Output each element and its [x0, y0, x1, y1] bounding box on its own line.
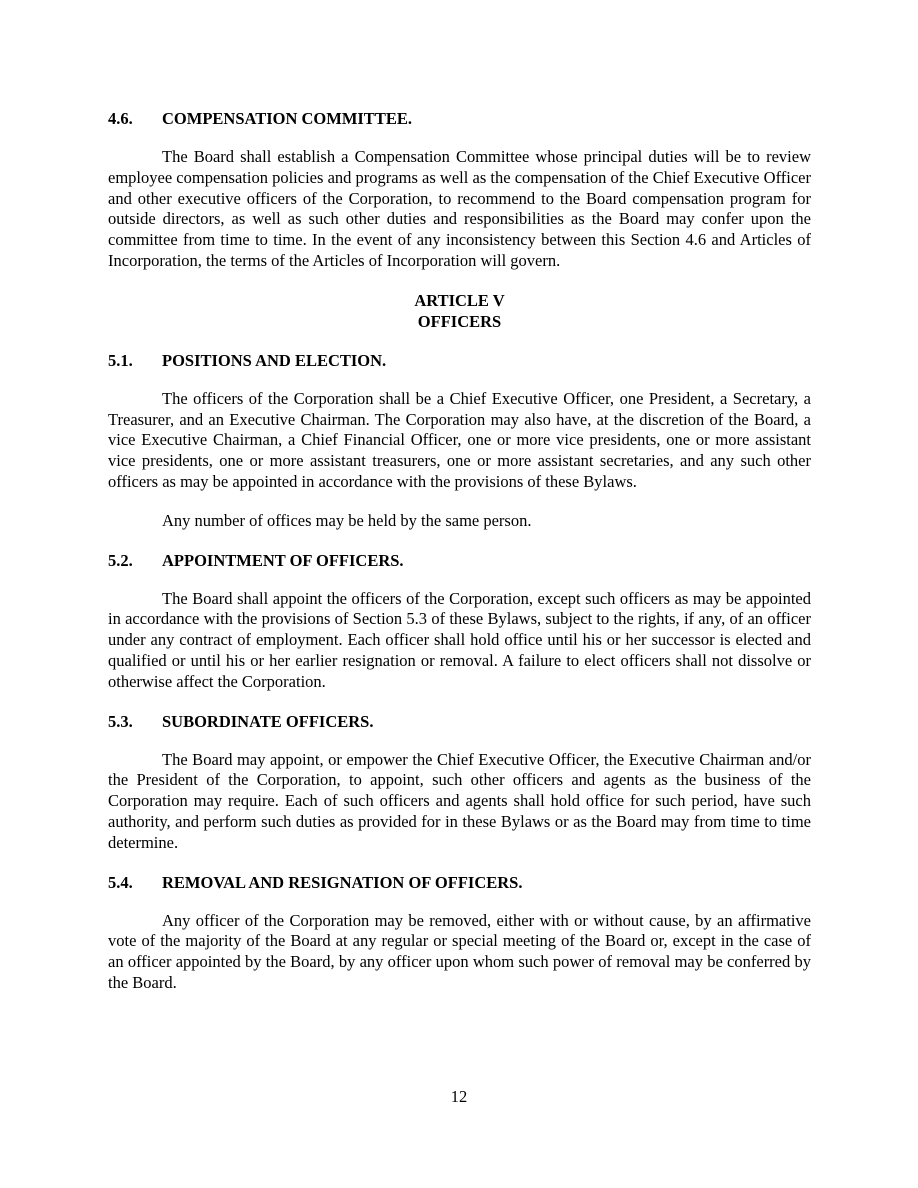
document-page [108, 108, 811, 994]
section-title: REMOVAL AND RESIGNATION OF OFFICERS. [162, 872, 523, 892]
section-title: POSITIONS AND ELECTION. [162, 350, 387, 370]
section-heading-5-2 [108, 550, 811, 571]
page-number: 12 [450, 1087, 468, 1106]
section-heading-5-3 [108, 711, 811, 732]
section-number: 5.4. [108, 872, 133, 892]
section-number: 5.2. [108, 550, 133, 570]
section-title: COMPENSATION COMMITTEE. [162, 109, 412, 128]
paragraph: The Board shall appoint the officers of the Corporation, except such officers as may be appointed in accordance with the provisions of Section 5.3 of these Bylaws, subject to the rights, if any, of an officer under any contract of employment. Each officer shall hold office until his or her successor is elected and qualified or until his or her earlier resignation or removal. A failure to elect officers shall not dissolve or otherwise affect the Corporation. [108, 588, 811, 691]
section-title: APPOINTMENT OF OFFICERS. [162, 550, 404, 570]
article-title: OFFICERS [417, 311, 502, 331]
section-number: 5.3. [108, 711, 133, 731]
paragraph: Any officer of the Corporation may be removed, either with or without cause, by an affirmative vote of the majority of the Board at any regular or special meeting of the Board or, except in the case of an officer appointed by the Board, by any officer upon whom such power of removal may be conferred by the Board. [108, 910, 811, 992]
paragraph: The Board shall establish a Compensation Committee whose principal duties will be to review employee compensation policies and programs as well as the compensation of the Chief Executive Officer and other executive officers of the Corporation, to recommend to the Board compensation program for outside directors, as well as such other duties and responsibilities as the Board may confer upon the committee from time to time. In the event of any inconsistency between this Section 4.6 and Articles of Incorporation, the terms of the Articles of Incorporation will govern. [108, 147, 811, 270]
paragraph: Any number of offices may be held by the same person. [162, 510, 532, 530]
section-number: 5.1. [108, 350, 133, 370]
paragraph: The Board may appoint, or empower the Chief Executive Officer, the Executive Chairman and/or the President of the Corporation, to appoint, such other officers and agents as the business of the Corporation may require. Each of such officers and agents shall hold office for such period, have such authority, and perform such duties as provided for in these Bylaws or as the Board may from time to time determine. [108, 749, 811, 852]
section-heading-4-6 [108, 108, 811, 129]
article-label: ARTICLE V [414, 290, 505, 310]
paragraph: The officers of the Corporation shall be a Chief Executive Officer, one President, a Secretary, a Treasurer, and an Executive Chairman. The Corporation may also have, at the discretion of the Board, a vice Executive Chairman, a Chief Financial Officer, one or more vice presidents, one or more assistant vice presidents, one or more assistant treasurers, one or more assistant secretaries, and any such other officers as may be appointed in accordance with the provisions of these Bylaws. [108, 388, 811, 491]
section-number: 4.6. [108, 109, 133, 128]
section-heading-5-4 [108, 872, 811, 893]
section-title: SUBORDINATE OFFICERS. [162, 711, 374, 731]
section-heading-5-1 [108, 350, 811, 371]
